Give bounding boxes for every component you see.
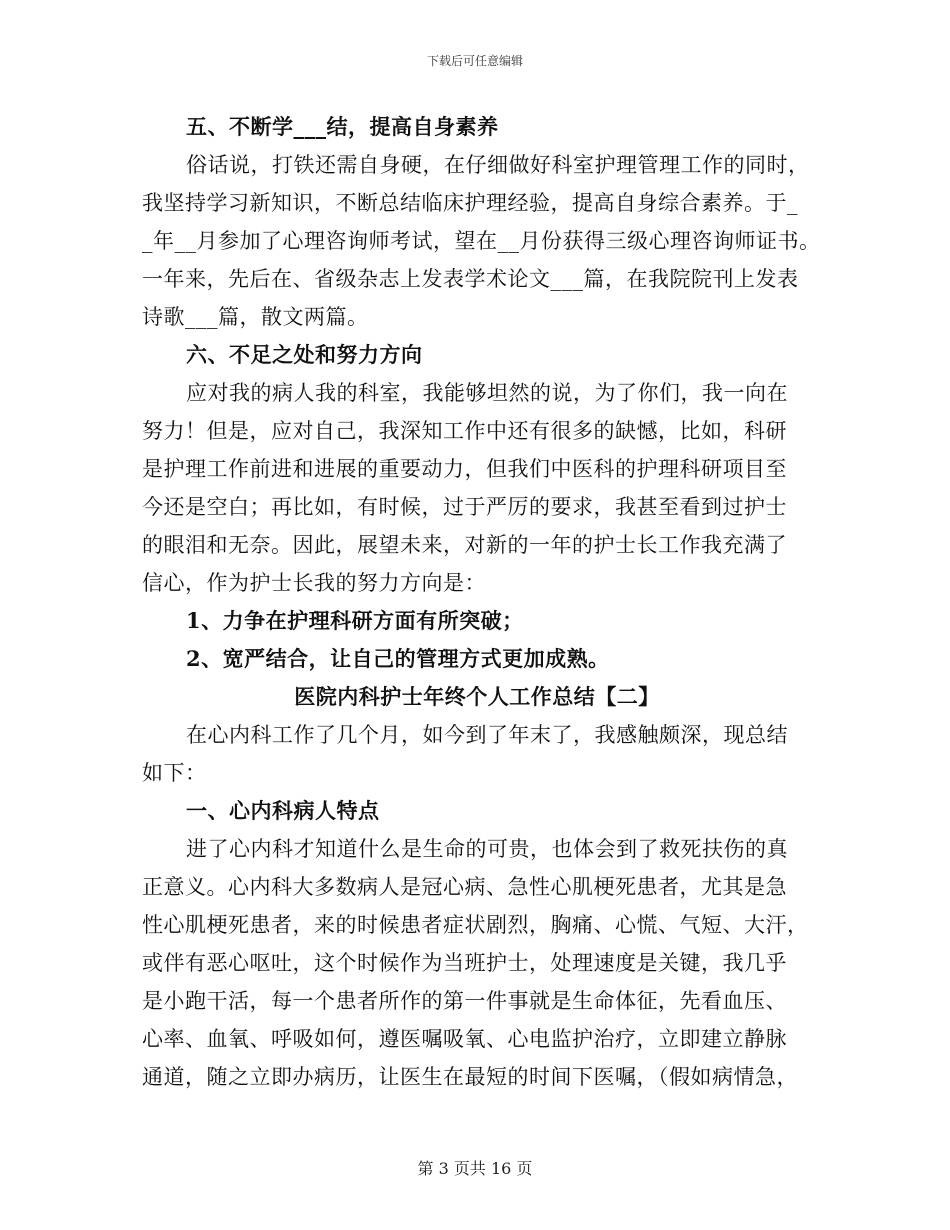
paragraph-line: 信心，作为护士长我的努力方向是： (142, 571, 486, 595)
section-heading: 一、心内科病人特点 (186, 798, 380, 823)
section-heading: 2、宽严结合，让自己的管理方式更加成熟。 (186, 646, 610, 671)
paragraph-line: 进了心内科才知道什么是生命的可贵，也体会到了救死扶伤的真 (186, 837, 788, 861)
paragraph-line: 在心内科工作了几个月，如今到了年末了，我感触颇深，现总结 (186, 723, 788, 747)
paragraph-line: 努力！但是，应对自己，我深知工作中还有很多的缺憾，比如，科研 (142, 419, 787, 443)
section-heading: 五、不断学___结，提高自身素养 (186, 114, 499, 139)
paragraph-line: 如下： (142, 761, 207, 785)
paragraph-line: 或伴有恶心呕吐，这个时候作为当班护士，处理速度是关键，我几乎 (142, 951, 787, 975)
paragraph-line: 我坚持学习新知识，不断总结临床护理经验，提高自身综合素养。于_ (142, 191, 798, 215)
paragraph-line: 正意义。心内科大多数病人是冠心病、急性心肌梗死患者，尤其是急 (142, 875, 787, 899)
paragraph-line: 心率、血氧、呼吸如何，遵医嘱吸氧、心电监护治疗，立即建立静脉 (142, 1027, 787, 1051)
document-title: 医院内科护士年终个人工作总结【二】 (294, 684, 660, 709)
paragraph-line: 通道，随之立即办病历，让医生在最短的时间下医嘱，（假如病情急， (142, 1065, 798, 1089)
document-body (142, 108, 821, 1096)
page-footer: 第 3 页共 16 页 (417, 1159, 533, 1178)
paragraph-line: 俗话说，打铁还需自身硬，在仔细做好科室护理管理工作的同时， (186, 153, 810, 177)
page-header-note: 下载后可任意编辑 (426, 54, 523, 68)
paragraph-line: _年__月参加了心理咨询师考试，望在__月份获得三级心理咨询师证书。 (142, 229, 821, 253)
section-heading: 1、力争在护理科研方面有所突破； (186, 608, 524, 633)
paragraph-line: 今还是空白；再比如，有时候，过于严厉的要求，我甚至看到过护士 (142, 495, 787, 519)
paragraph-line: 的眼泪和无奈。因此，展望未来，对新的一年的护士长工作我充满了 (142, 533, 787, 557)
paragraph-line: 诗歌___篇，散文两篇。 (142, 305, 369, 329)
paragraph-line: 是护理工作前进和进展的重要动力，但我们中医科的护理科研项目至 (142, 457, 787, 481)
paragraph-line: 一年来，先后在、省级杂志上发表学术论文___篇，在我院院刊上发表 (142, 267, 799, 291)
section-heading: 六、不足之处和努力方向 (186, 342, 423, 367)
paragraph-line: 应对我的病人我的科室，我能够坦然的说，为了你们，我一向在 (186, 381, 788, 405)
paragraph-line: 是小跑干活，每一个患者所作的第一件事就是生命体征，先看血压、 (142, 989, 787, 1013)
paragraph-line: 性心肌梗死患者，来的时候患者症状剧烈，胸痛、心慌、气短、大汗， (142, 913, 809, 937)
